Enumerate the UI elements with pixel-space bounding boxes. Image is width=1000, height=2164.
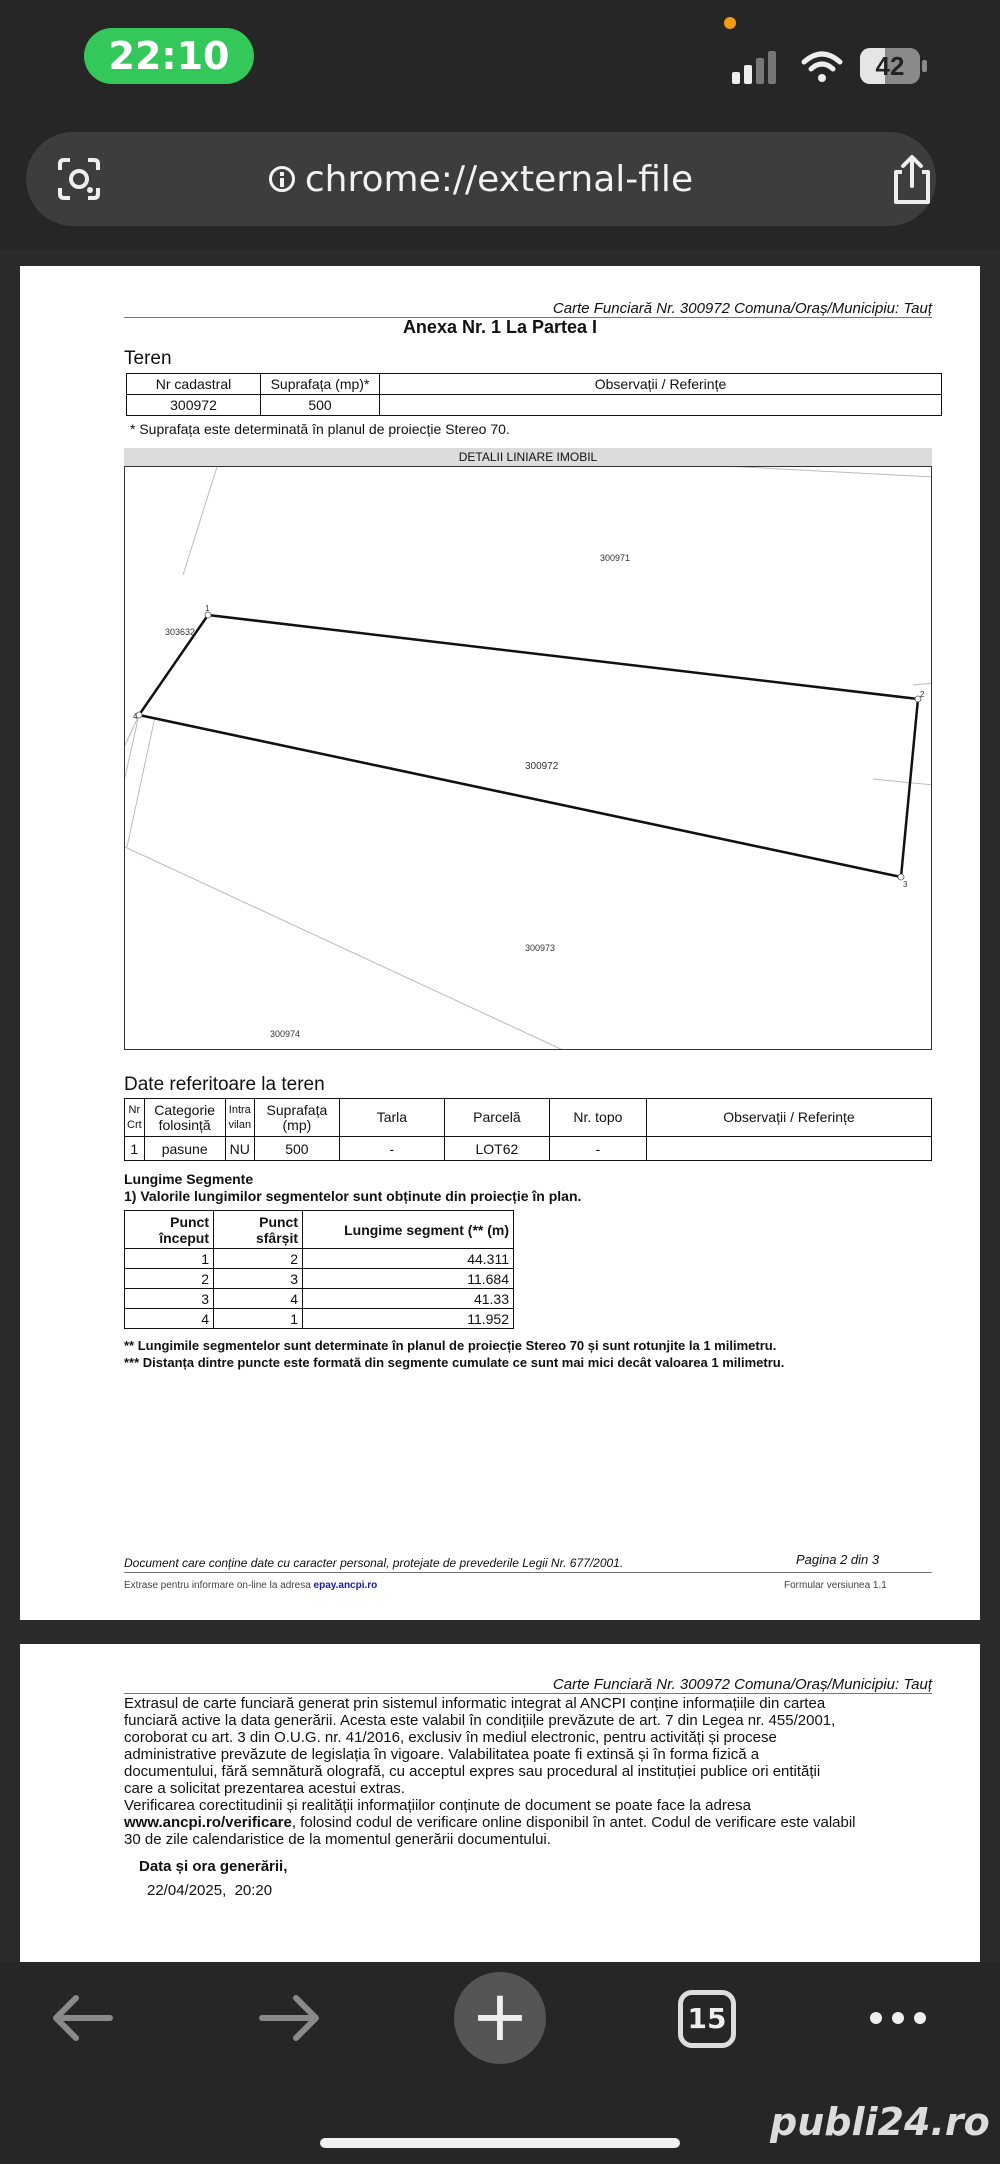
table-cell: 11.684 xyxy=(303,1269,514,1289)
table-header: Nr cadastral xyxy=(127,374,261,395)
teren-table xyxy=(126,373,942,416)
table-cell: 1 xyxy=(125,1137,145,1161)
tab-switcher-button[interactable]: 15 xyxy=(678,1990,736,2048)
validity-paragraph: Extrasul de carte funciară generat prin sistemul informatic integrat al ANCPI conține informațiile din cartea funciară active la data generării. Acesta este valabil în condițiile prevăzute de art. 7 din Legea nr. 455/2001, coroborat cu art. 3 din O.U.G. nr. 41/2016, exclusiv în mediul electronic, pentru activități și procese administrative prevăzute de legislația în vigoare. Valabilitatea poate fi extinsă și în forma fizică a documentului, fără semnătură olografă, cu acceptul expres sau procedural al instituției publice ori entității care a solicitat prezentarea acestui extras. Verificarea corectitudinii și realității informațiilor conținute de document se poate face la adresa www.ancpi.ro/verificare, folosind codul de verificare online disponibil în antet. Codul de verificare este valabil 30 de zile calendaristice de la momentul generării documentului. xyxy=(124,1695,856,1848)
annex-title: Anexa Nr. 1 La Partea I xyxy=(402,317,598,337)
pdf-viewer[interactable] xyxy=(0,250,1000,1962)
table-cell: LOT62 xyxy=(444,1137,549,1161)
date-teren-title: Date referitoare la teren xyxy=(124,1074,325,1095)
generation-date-label: Data și ora generării, xyxy=(139,1858,288,1875)
footer-version: Formular versiunea 1.1 xyxy=(784,1580,887,1591)
info-icon[interactable] xyxy=(269,166,295,192)
browser-toolbar xyxy=(0,120,1000,250)
segments-table xyxy=(124,1210,514,1329)
document-page-3 xyxy=(20,1644,980,1962)
address-bar[interactable] xyxy=(26,132,936,226)
neighbor-label-left: 303632 xyxy=(165,627,196,637)
verify-link[interactable]: www.ancpi.ro/verificare xyxy=(124,1814,292,1831)
table-cell: 41.33 xyxy=(303,1289,514,1309)
table-cell: - xyxy=(549,1137,646,1161)
table-cell: 2 xyxy=(125,1269,214,1289)
table-header: Lungime segment (** (m) xyxy=(303,1211,514,1249)
neighbor-label-top: 300971 xyxy=(600,553,631,563)
footer-link[interactable]: epay.ancpi.ro xyxy=(313,1580,378,1591)
note-distance: *** Distanța dintre puncte este formată din segmente cumulate ce sunt mai mici decât valoarea 1 milimetru. xyxy=(124,1355,785,1370)
table-cell: 1 xyxy=(125,1249,214,1269)
table-header: Tarla xyxy=(339,1099,444,1137)
privacy-dot xyxy=(724,17,736,29)
forward-icon[interactable] xyxy=(258,1992,322,2044)
table-header: Categorie folosință xyxy=(144,1099,225,1137)
cellular-signal-icon xyxy=(730,50,780,84)
document-page-2 xyxy=(20,266,980,1620)
parcel-label: 300972 xyxy=(525,761,559,772)
table-header: Intra vilan xyxy=(225,1099,254,1137)
more-options-icon[interactable] xyxy=(866,2006,930,2030)
table-header: Punct sfârșit xyxy=(214,1211,303,1249)
table-cell: 500 xyxy=(254,1137,339,1161)
table-cell: 11.952 xyxy=(303,1309,514,1329)
teren-title: Teren xyxy=(124,348,172,369)
wifi-icon xyxy=(800,48,844,84)
table-cell: 3 xyxy=(214,1269,303,1289)
battery-icon xyxy=(860,48,930,84)
surface-note: * Suprafața este determinată în planul de proiecție Stereo 70. xyxy=(130,421,510,437)
table-header: Suprafața (mp)* xyxy=(261,374,380,395)
table-header: Punct început xyxy=(125,1211,214,1249)
plan-title: DETALII LINIARE IMOBIL xyxy=(124,448,932,466)
generation-date-value: 22/04/2025, 20:20 xyxy=(147,1882,273,1899)
table-cell: pasune xyxy=(144,1137,225,1161)
share-icon[interactable] xyxy=(886,152,938,208)
table-cell xyxy=(646,1137,931,1161)
table-cell xyxy=(380,395,942,416)
battery-level: 42 xyxy=(875,51,905,81)
url-text[interactable]: chrome://external-file xyxy=(304,158,694,200)
clock: 22:10 xyxy=(84,28,254,84)
table-cell: 2 xyxy=(214,1249,303,1269)
footer-personal-data: Document care conține date cu caracter personal, protejate de prevederile Legii Nr. 677/2001. xyxy=(124,1556,624,1570)
table-header: Nr Crt xyxy=(125,1099,145,1137)
point-label: 3 xyxy=(903,880,908,889)
point-label: 2 xyxy=(920,690,925,699)
watermark: publi24.ro xyxy=(770,2100,990,2144)
table-cell: NU xyxy=(225,1137,254,1161)
status-bar xyxy=(0,0,1000,120)
table-cell: 4 xyxy=(125,1309,214,1329)
point-label: 1 xyxy=(205,604,210,613)
page-header: Carte Funciară Nr. 300972 Comuna/Oraș/Municipiu: Tauț xyxy=(552,1676,932,1693)
table-header: Parcelă xyxy=(444,1099,549,1137)
neighbor-label-bottom-left: 300974 xyxy=(270,1029,301,1039)
note-rounding: ** Lungimile segmentelor sunt determinate în planul de proiecție Stereo 70 și sunt rotunjite la 1 milimetru. xyxy=(124,1338,777,1353)
date-teren-table xyxy=(124,1098,932,1161)
table-header: Suprafața (mp) xyxy=(254,1099,339,1137)
new-tab-button[interactable]: + xyxy=(454,1972,546,2064)
table-cell: 500 xyxy=(261,395,380,416)
page-header: Carte Funciară Nr. 300972 Comuna/Oraș/Municipiu: Tauț xyxy=(552,300,932,317)
back-icon[interactable] xyxy=(50,1992,114,2044)
footer-extract-text: Extrase pentru informare on-line la adresa xyxy=(124,1580,311,1591)
table-cell: 4 xyxy=(214,1289,303,1309)
table-cell: 44.311 xyxy=(303,1249,514,1269)
neighbor-label-bottom: 300973 xyxy=(525,943,556,953)
segments-subtitle: 1) Valorile lungimilor segmentelor sunt obținute din proiecție în plan. xyxy=(124,1188,582,1204)
table-cell: - xyxy=(339,1137,444,1161)
point-label: 4 xyxy=(133,712,138,721)
table-cell: 300972 xyxy=(127,395,261,416)
table-cell: 3 xyxy=(125,1289,214,1309)
home-indicator[interactable] xyxy=(320,2138,680,2148)
segments-title: Lungime Segmente xyxy=(124,1171,254,1187)
table-header: Observații / Referințe xyxy=(646,1099,931,1137)
parcel-plan xyxy=(124,466,932,1050)
footer-page-number: Pagina 2 din 3 xyxy=(796,1552,880,1567)
table-cell: 1 xyxy=(214,1309,303,1329)
table-header: Observații / Referințe xyxy=(380,374,942,395)
table-header: Nr. topo xyxy=(549,1099,646,1137)
